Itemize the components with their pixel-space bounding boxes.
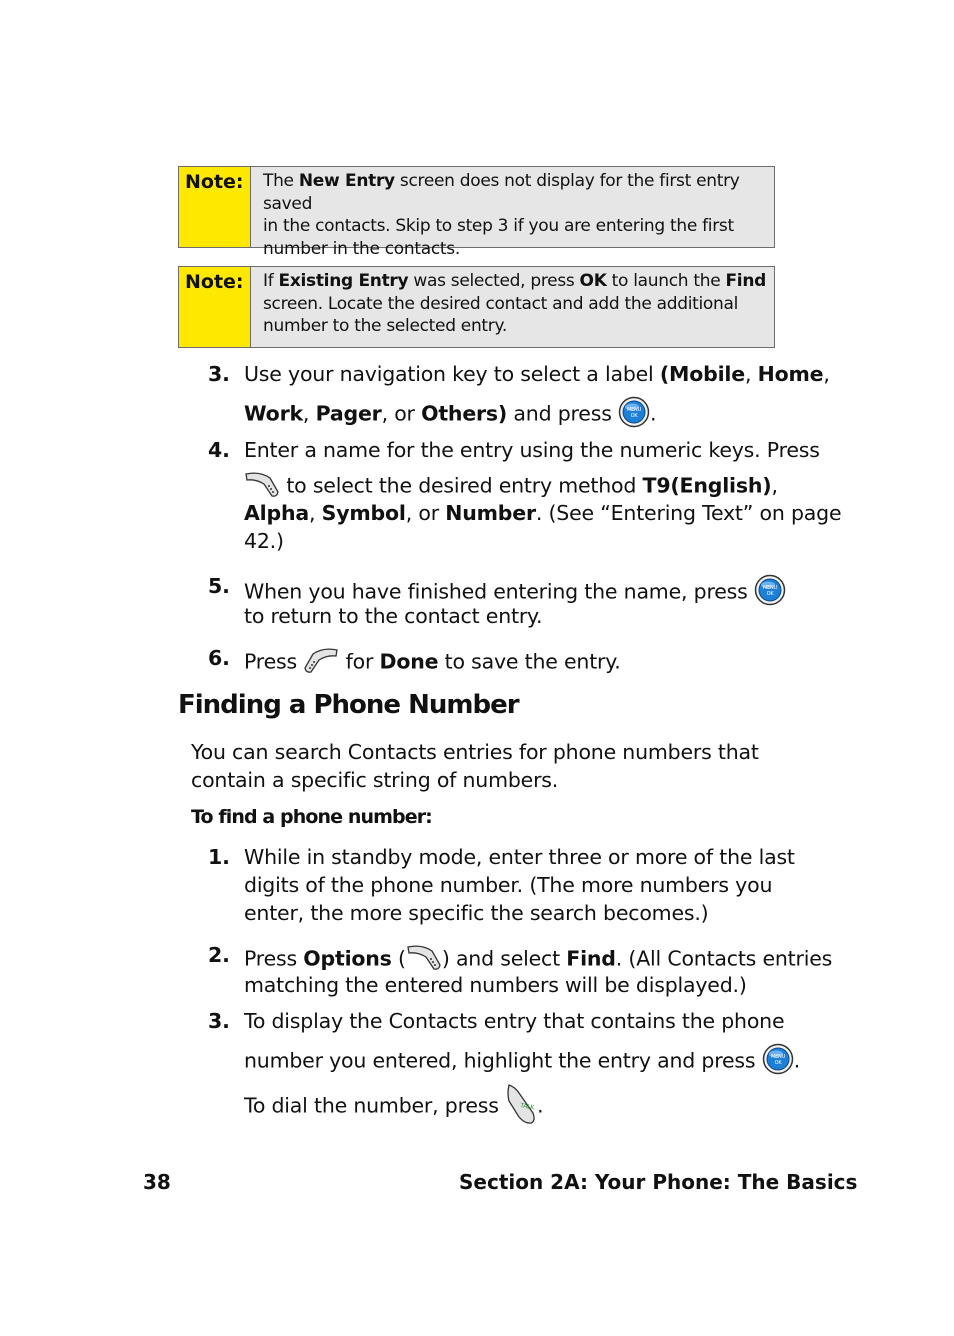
menu-ok-key-icon (754, 574, 786, 611)
term-alpha: Alpha (244, 501, 309, 525)
step-line (244, 943, 832, 976)
step-5-return (208, 574, 788, 634)
step-3-select-label (208, 362, 830, 442)
right-softkey-icon (406, 943, 442, 976)
text: If (263, 271, 279, 291)
text: To dial the number, press (244, 1093, 506, 1118)
right-softkey-icon (244, 470, 280, 503)
text: , (309, 501, 322, 525)
text: and press (507, 401, 618, 426)
step-number: 3. (208, 1009, 230, 1033)
section-footer-title: Section 2A: Your Phone: The Basics (459, 1170, 858, 1194)
term-symbol: Symbol (321, 501, 406, 525)
text: . (537, 1093, 544, 1118)
note-label: Note: (179, 267, 251, 347)
text: to save the entry. (438, 649, 621, 674)
text: in the contacts. Skip to step 3 if you are entering the first (263, 216, 734, 236)
step-line (244, 1043, 800, 1080)
note-label: Note: (179, 167, 251, 247)
term-t9-english: T9(English) (642, 473, 772, 498)
step-line (244, 396, 656, 433)
term-work: Work (244, 401, 303, 426)
menu-label: MENU (770, 1054, 785, 1060)
term-options: Options (303, 946, 392, 971)
text: . (See “Entering Text” on page (535, 501, 842, 525)
text: ) and select (441, 946, 567, 971)
text: ( (391, 946, 406, 971)
term-number: Number (445, 501, 536, 525)
step-number: 4. (208, 438, 230, 462)
step-line: enter, the more specific the search becomes.) (244, 901, 709, 925)
term-find: Find (566, 946, 616, 971)
step-line (244, 501, 841, 525)
term-find: Find (725, 271, 766, 291)
term-home: Home (757, 362, 824, 386)
text: to select the desired entry method (280, 473, 643, 498)
talk-key-icon (505, 1083, 537, 1130)
text: number to the selected entry. (263, 316, 507, 336)
step-number: 6. (208, 646, 230, 670)
text: number in the contacts. (263, 238, 460, 259)
step-line (244, 362, 830, 386)
left-softkey-icon (303, 646, 339, 679)
text: Press (244, 649, 304, 674)
menu-ok-key-icon (762, 1043, 794, 1080)
section-heading: Finding a Phone Number (178, 690, 519, 720)
term-done: Done (379, 649, 439, 674)
step-4-enter-name (208, 438, 842, 558)
procedure-title: To find a phone number: (191, 806, 432, 828)
text: screen does not display for the first entry saved (263, 171, 740, 214)
text: Press (244, 946, 304, 971)
term-others: Others) (421, 401, 508, 426)
text: . (All Contacts entries (615, 946, 833, 971)
intro-line-1: You can search Contacts entries for phone numbers that (191, 740, 759, 764)
step-line: digits of the phone number. (The more numbers you (244, 873, 773, 897)
text: was selected, press (408, 271, 580, 291)
text: screen. Locate the desired contact and add the additional (263, 293, 739, 314)
text: , (771, 473, 778, 498)
text: to launch the (606, 271, 726, 291)
menu-ok-key-icon (618, 396, 650, 433)
note-box-2 (178, 266, 775, 348)
step-6-done (208, 646, 788, 680)
step-line: 42.) (244, 529, 284, 553)
term-mobile: (Mobile (659, 362, 745, 386)
step-2-options-find (208, 943, 833, 1003)
text: number you entered, highlight the entry and press (244, 1048, 762, 1073)
step-line: To display the Contacts entry that contains the phone (244, 1009, 785, 1033)
note-box-1 (178, 166, 775, 259)
term-ok: OK (579, 271, 607, 291)
ok-label: OK (766, 591, 774, 597)
text: When you have finished entering the name, press (244, 579, 748, 604)
text: , (823, 362, 830, 386)
step-line: Enter a name for the entry using the numeric keys. Press (244, 438, 820, 462)
menu-label: MENU (762, 585, 777, 591)
step-1-standby (208, 845, 795, 931)
step-line (244, 470, 778, 503)
step-line: While in standby mode, enter three or more of the last (244, 845, 795, 869)
note-text (251, 167, 774, 259)
term-new-entry: New Entry (298, 171, 395, 191)
step-number: 2. (208, 943, 230, 967)
text: , (302, 401, 316, 426)
note-text (251, 267, 774, 347)
step-line: to return to the contact entry. (244, 604, 543, 628)
text: , (744, 362, 758, 386)
step-line (244, 646, 621, 679)
term-pager: Pager (315, 401, 382, 426)
menu-label: MENU (626, 407, 642, 413)
term-existing-entry: Existing Entry (278, 271, 409, 291)
text: for (339, 649, 380, 674)
text: The (263, 171, 299, 191)
intro-line-2: contain a specific string of numbers. (191, 768, 559, 792)
step-line: matching the entered numbers will be displayed.) (244, 973, 747, 997)
ok-label: OK (774, 1060, 782, 1066)
page-number: 38 (143, 1170, 171, 1194)
text: , or (381, 401, 422, 426)
text: . (793, 1048, 801, 1073)
step-number: 1. (208, 845, 230, 869)
text: . (650, 401, 657, 426)
step-line (244, 1083, 543, 1130)
step-3-display-dial (208, 1009, 801, 1129)
text: , or (405, 501, 446, 525)
step-number: 3. (208, 362, 230, 386)
step-number: 5. (208, 574, 230, 598)
talk-label: TALK (519, 1102, 535, 1112)
ok-label: OK (630, 413, 638, 419)
text: Use your navigation key to select a label (244, 362, 660, 386)
